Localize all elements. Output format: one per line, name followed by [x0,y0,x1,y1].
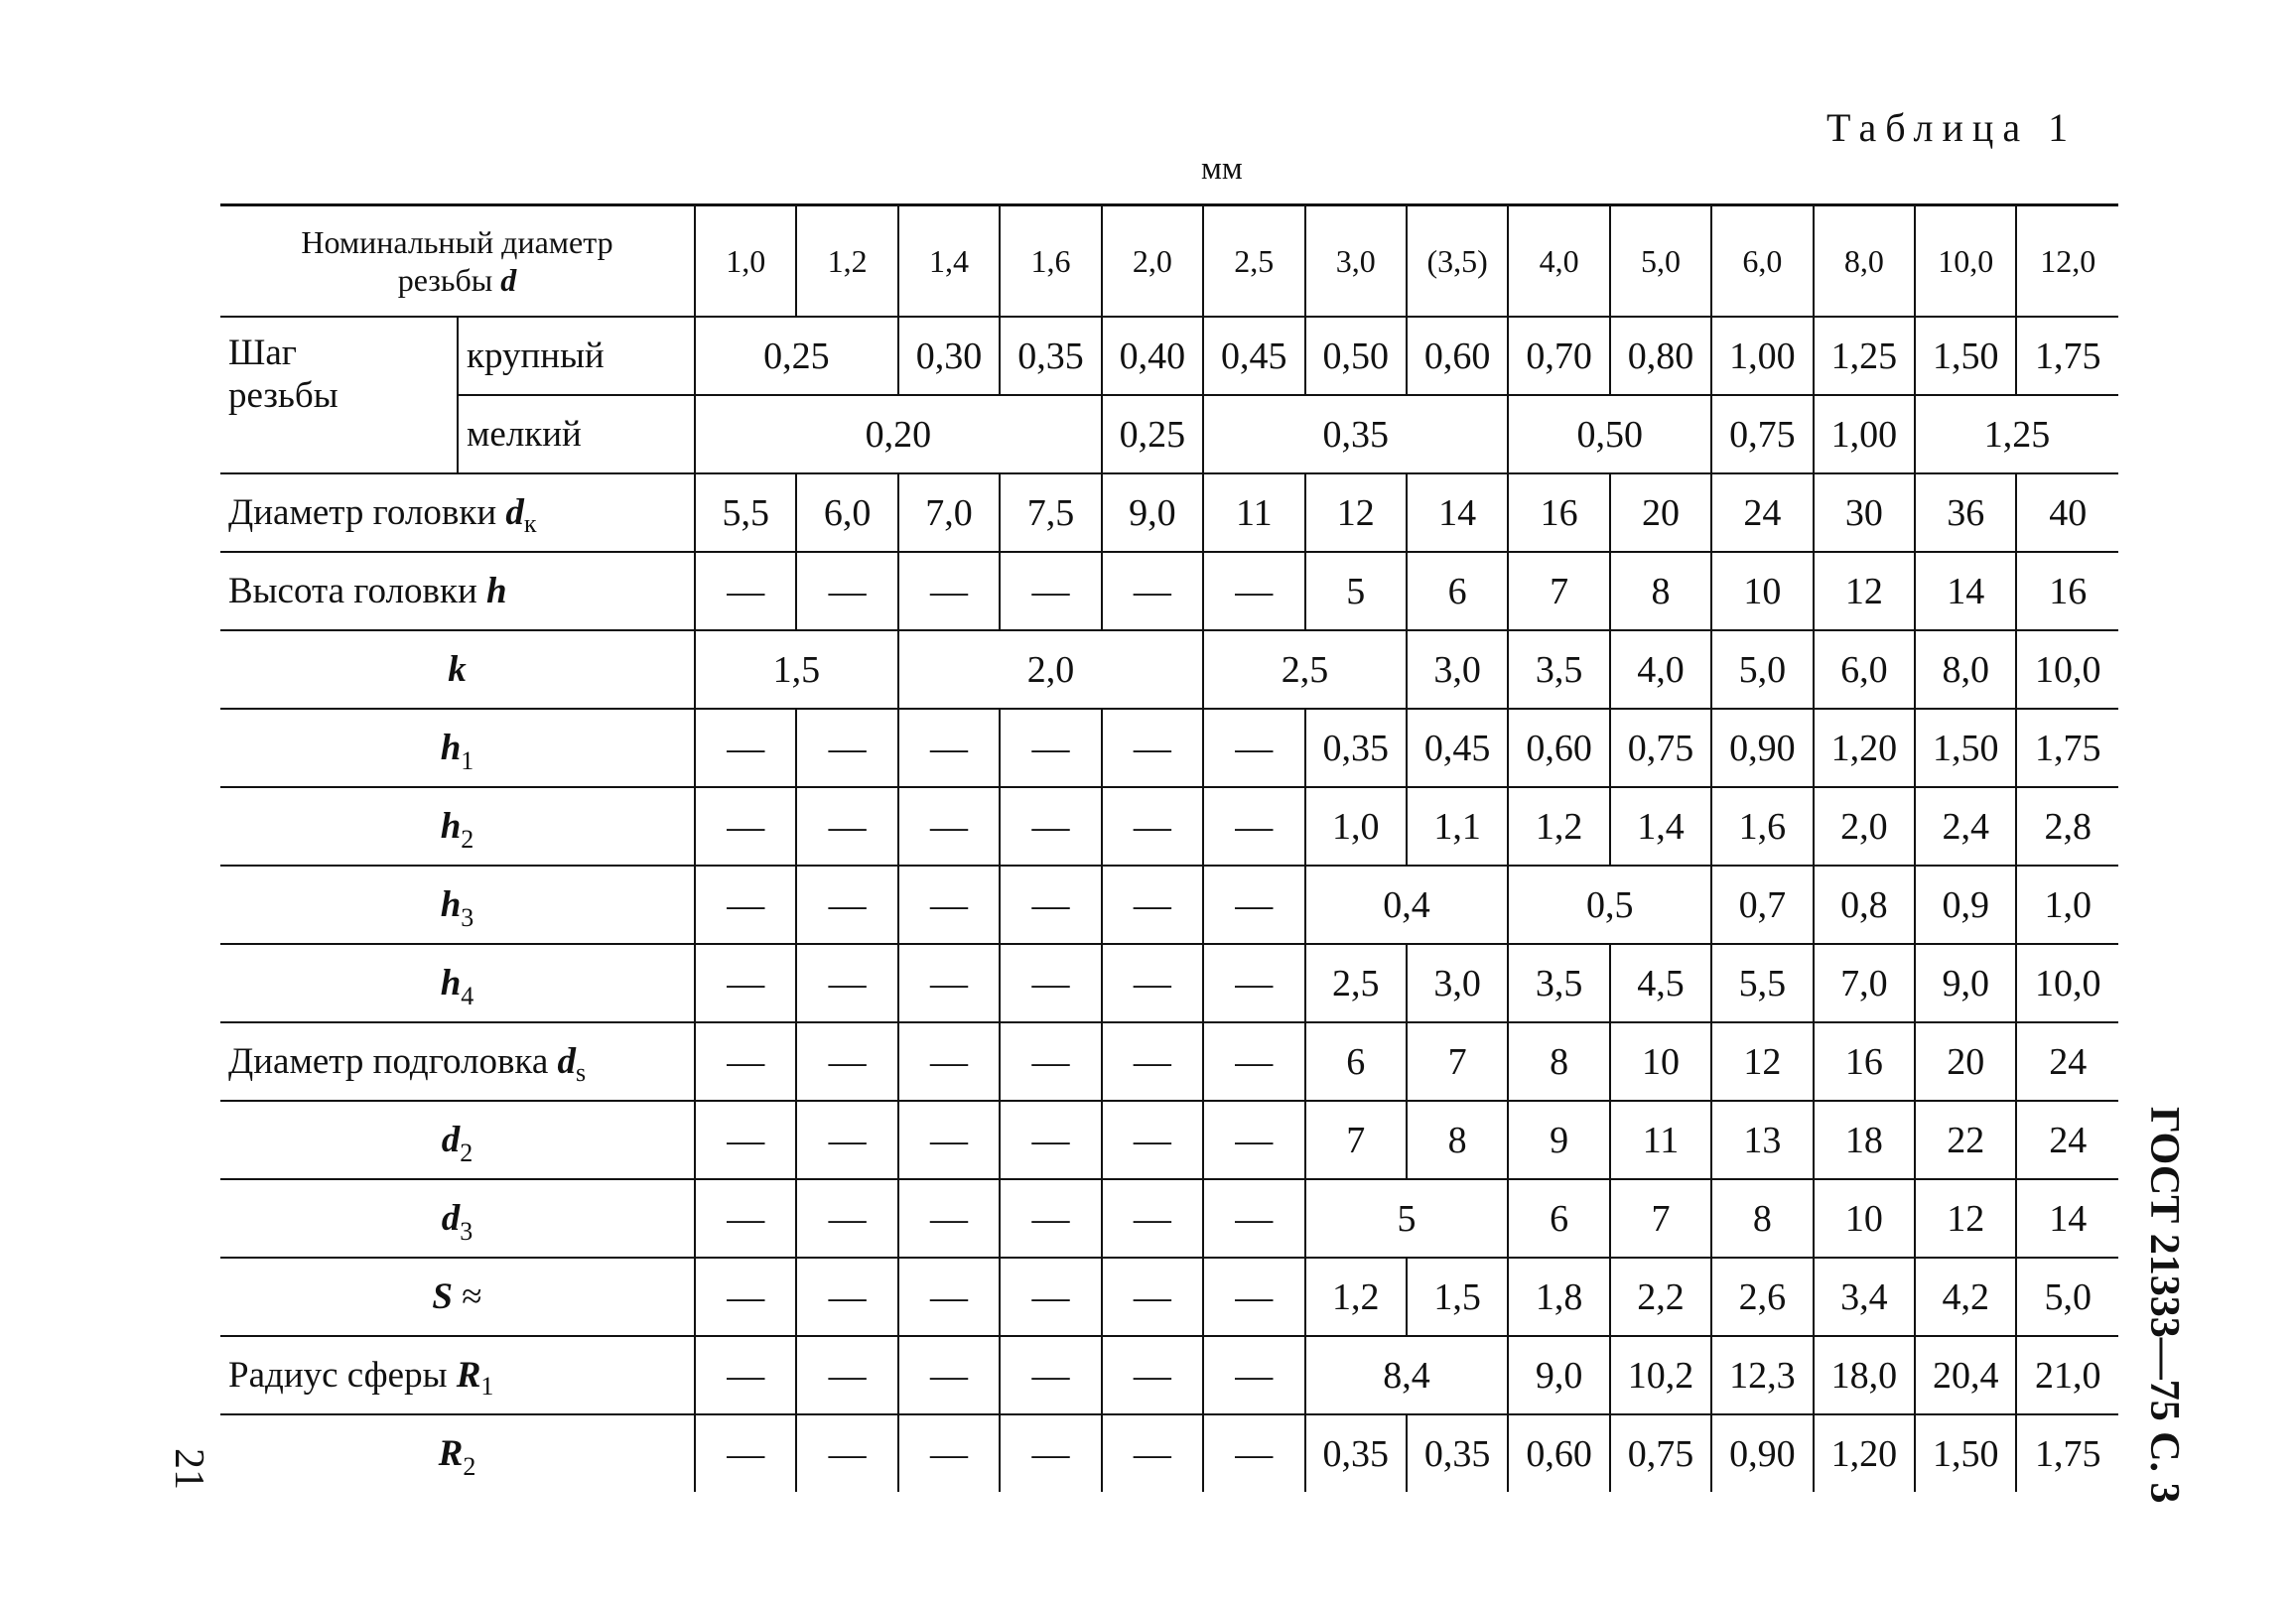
table-cell: 0,4 [1305,866,1509,944]
table-cell: 0,25 [695,317,898,395]
table-cell: — [898,866,1000,944]
row-label-subscript: 2 [461,825,474,854]
table-cell: — [1000,709,1101,787]
table-cell: — [898,787,1000,866]
table-cell: 1,0 [1305,787,1407,866]
row-label-symbol: R [438,1433,464,1474]
table-cell: — [796,1101,897,1179]
header-label-line1: Номинальный диаметр [301,224,613,260]
table-cell: 4,2 [1915,1258,2016,1336]
row-label [220,944,695,1022]
table-cell: — [1102,1336,1203,1414]
row-label-text: Диаметр головки [228,492,506,533]
table-cell: 0,35 [1305,1414,1407,1492]
row-label-symbol: h [440,884,462,925]
row-label [220,1022,695,1101]
table-cell: 1,50 [1915,709,2016,787]
row-label-suffix: ≈ [453,1276,482,1317]
table-cell: 6,0 [1814,630,1915,709]
row-label [220,1336,695,1414]
table-row-d2 [220,1101,2118,1179]
table-row-pitch-coarse [220,317,2118,395]
row-label [220,866,695,944]
table-cell: 0,9 [1915,866,2016,944]
table-cell: 7 [1407,1022,1508,1101]
table-cell: 0,75 [1610,709,1711,787]
table-cell: — [898,552,1000,630]
pitch-label [220,317,458,473]
table-cell: 8 [1407,1101,1508,1179]
table-cell: 1,5 [1407,1258,1508,1336]
table-cell: 16 [2016,552,2118,630]
table-cell: — [1000,1022,1101,1101]
table-cell: 0,35 [1305,709,1407,787]
table-cell: 20 [1610,473,1711,552]
row-label-subscript: 3 [460,1217,473,1246]
table-cell: 16 [1814,1022,1915,1101]
table-cell: — [695,787,796,866]
table-cell: — [1102,709,1203,787]
table-cell: — [796,1336,897,1414]
table-cell: — [898,709,1000,787]
table-caption: Таблица 1 [1826,105,2078,150]
table-cell: 12 [1915,1179,2016,1258]
table-cell: 0,90 [1711,709,1813,787]
table-row-r2 [220,1414,2118,1492]
diameter-header: (3,5) [1407,205,1508,318]
table-cell: 14 [2016,1179,2118,1258]
table-cell: 8,4 [1305,1336,1509,1414]
row-label-symbol: d [557,1041,577,1082]
table-cell: — [1000,1414,1101,1492]
table-cell: 1,8 [1508,1258,1609,1336]
table-cell: 1,75 [2016,709,2118,787]
row-label-subscript: 1 [480,1372,494,1401]
table-cell: — [1102,944,1203,1022]
table-cell: — [898,1258,1000,1336]
table-cell: 2,2 [1610,1258,1711,1336]
table-cell: — [1102,1101,1203,1179]
table-cell: 21,0 [2016,1336,2118,1414]
table-cell: — [1000,1258,1101,1336]
table-cell: 9,0 [1508,1336,1609,1414]
table-cell: 22 [1915,1101,2016,1179]
table-row-h1 [220,709,2118,787]
table-cell: — [1203,787,1304,866]
table-cell: 10 [1711,552,1813,630]
row-label-subscript: 2 [463,1452,476,1481]
table-cell: — [1203,1179,1304,1258]
table-cell: 1,00 [1711,317,1813,395]
table-row-neck-diameter [220,1022,2118,1101]
table-cell: 3,0 [1407,944,1508,1022]
header-symbol: d [500,262,517,298]
diameter-header: 8,0 [1814,205,1915,318]
diameter-header: 6,0 [1711,205,1813,318]
table-cell: 1,6 [1711,787,1813,866]
table-cell: — [1203,866,1304,944]
table-cell: 10,2 [1610,1336,1711,1414]
table-row-head-height [220,552,2118,630]
table-cell: 5,0 [1711,630,1813,709]
row-label-symbol: S [432,1276,453,1317]
nominal-diameter-label [220,205,695,318]
table-cell: 5 [1305,552,1407,630]
table-cell: 2,4 [1915,787,2016,866]
diameter-header: 10,0 [1915,205,2016,318]
table-cell: 0,35 [1000,317,1101,395]
row-label-symbol: d [505,492,524,533]
row-label-text: Высота головки [228,571,486,611]
header-label-line2: резьбы [397,262,493,298]
table-row-h3 [220,866,2118,944]
table-cell: — [796,944,897,1022]
table-cell: 0,60 [1508,709,1609,787]
table-cell: — [1000,1101,1101,1179]
table-cell: 0,35 [1203,395,1508,473]
table-cell: — [695,866,796,944]
table-cell: 2,0 [898,630,1203,709]
row-label [220,1414,695,1492]
row-label-subscript: 3 [461,903,474,932]
row-label-symbol: h [440,728,462,768]
table-cell: 7 [1508,552,1609,630]
table-cell: — [1102,787,1203,866]
row-label [220,1179,695,1258]
table-cell: 30 [1814,473,1915,552]
table-cell: — [1102,552,1203,630]
table-cell: — [1000,552,1101,630]
row-label-symbol: d [441,1198,461,1239]
table-cell: 8 [1610,552,1711,630]
table-cell: 4,5 [1610,944,1711,1022]
row-label-text: Диаметр подголовка [228,1041,558,1082]
diameter-header: 1,0 [695,205,796,318]
table-cell: — [695,1101,796,1179]
row-label-symbol: d [441,1120,461,1160]
table-cell: — [1203,552,1304,630]
diameter-header: 3,0 [1305,205,1407,318]
row-label-subscript: 4 [461,982,474,1010]
row-label [220,1101,695,1179]
row-label [220,473,695,552]
table-cell: — [796,1179,897,1258]
table-cell: 0,70 [1508,317,1609,395]
table-cell: 0,75 [1711,395,1813,473]
table-cell: 0,80 [1610,317,1711,395]
table-cell: 2,5 [1203,630,1407,709]
table-cell: — [1203,1258,1304,1336]
row-label-subscript: к [523,509,537,538]
table-cell: 5,5 [695,473,796,552]
table-cell: — [695,1258,796,1336]
fine-pitch-label: мелкий [458,395,695,473]
table-cell: — [898,1179,1000,1258]
diameter-header: 1,4 [898,205,1000,318]
table-cell: — [1102,1258,1203,1336]
table-cell: 24 [2016,1022,2118,1101]
table-cell: 5,5 [1711,944,1813,1022]
table-cell: 0,5 [1508,866,1711,944]
table-cell: — [796,1414,897,1492]
table-cell: 16 [1508,473,1609,552]
table-cell: 7,0 [898,473,1000,552]
table-cell: 14 [1915,552,2016,630]
table-cell: — [695,1336,796,1414]
table-cell: — [1203,1022,1304,1101]
coarse-pitch-label: крупный [458,317,695,395]
table-cell: 11 [1203,473,1304,552]
diameter-header: 2,0 [1102,205,1203,318]
table-cell: 3,5 [1508,944,1609,1022]
table-cell: 10,0 [2016,630,2118,709]
table-cell: 6 [1508,1179,1609,1258]
diameter-header: 4,0 [1508,205,1609,318]
table-cell: — [695,552,796,630]
table-row-h4 [220,944,2118,1022]
table-cell: — [898,1022,1000,1101]
table-cell: 0,60 [1508,1414,1609,1492]
table-cell: 0,45 [1203,317,1304,395]
diameter-header: 1,2 [796,205,897,318]
diameter-header: 12,0 [2016,205,2118,318]
table-cell: — [898,1336,1000,1414]
table-cell: 1,0 [2016,866,2118,944]
table-cell: 1,1 [1407,787,1508,866]
table-row-s [220,1258,2118,1336]
table-cell: 5 [1305,1179,1509,1258]
table-cell: 1,75 [2016,1414,2118,1492]
table-cell: — [1000,1179,1101,1258]
table-cell: 10,0 [2016,944,2118,1022]
table-cell: 8 [1711,1179,1813,1258]
table-cell: 1,25 [1915,395,2118,473]
table-cell: 3,5 [1508,630,1609,709]
table-cell: 9,0 [1915,944,2016,1022]
table-cell: 0,20 [695,395,1102,473]
table-cell: — [695,1022,796,1101]
table-cell: 40 [2016,473,2118,552]
table-cell: 10 [1814,1179,1915,1258]
table-cell: — [1000,944,1101,1022]
table-cell: — [1102,866,1203,944]
table-cell: — [695,709,796,787]
table-cell: — [1203,944,1304,1022]
table-row-h2 [220,787,2118,866]
table-cell: 0,40 [1102,317,1203,395]
table-cell: — [1102,1414,1203,1492]
table-cell: 24 [2016,1101,2118,1179]
table-row-sphere-radius [220,1336,2118,1414]
table-row-head-diameter [220,473,2118,552]
table-cell: 0,7 [1711,866,1813,944]
table-cell: 2,5 [1305,944,1407,1022]
table-cell: 12 [1711,1022,1813,1101]
table-cell: 18 [1814,1101,1915,1179]
table-cell: 13 [1711,1101,1813,1179]
table-cell: — [796,866,897,944]
table-cell: 24 [1711,473,1813,552]
table-cell: — [796,1022,897,1101]
pitch-label-line1: Шаг [228,333,297,373]
row-label-symbol: h [440,806,462,847]
table-cell: 12 [1814,552,1915,630]
table-cell: — [1102,1022,1203,1101]
table-cell: — [695,1414,796,1492]
row-label [220,709,695,787]
table-cell: 1,50 [1915,1414,2016,1492]
table-cell: 2,0 [1814,787,1915,866]
row-label-subscript: s [576,1058,587,1087]
row-label-symbol: h [440,963,462,1004]
table-row-pitch-fine [220,395,2118,473]
row-label-symbol: h [486,571,507,611]
header-row [220,205,2118,318]
table-cell: 18,0 [1814,1336,1915,1414]
table-cell: 1,5 [695,630,898,709]
table-cell: 3,0 [1407,630,1508,709]
table-cell: — [796,1258,897,1336]
table-cell: 4,0 [1610,630,1711,709]
table-cell: 0,45 [1407,709,1508,787]
table-cell: 9 [1508,1101,1609,1179]
table-cell: — [695,944,796,1022]
row-label-subscript: 1 [461,746,474,775]
table-cell: 10 [1610,1022,1711,1101]
table-cell: 2,6 [1711,1258,1813,1336]
table-cell: 9,0 [1102,473,1203,552]
table-cell: 7,0 [1814,944,1915,1022]
table-cell: 6 [1407,552,1508,630]
table-cell: — [1203,1336,1304,1414]
diameter-header: 2,5 [1203,205,1304,318]
row-label-text: Радиус сферы [228,1355,457,1396]
table-cell: 0,60 [1407,317,1508,395]
table-cell: 0,35 [1407,1414,1508,1492]
document-code: ГОСТ 21333—75 С. 3 [2141,1107,2187,1504]
table-cell: — [898,1101,1000,1179]
table-cell: — [796,787,897,866]
page-number: 21 [166,1448,211,1490]
table-cell: 20,4 [1915,1336,2016,1414]
table-cell: — [1000,1336,1101,1414]
row-label [220,1258,695,1336]
diameter-header: 5,0 [1610,205,1711,318]
table-cell: 1,2 [1305,1258,1407,1336]
table-cell: 6,0 [796,473,897,552]
table-cell: 0,50 [1508,395,1711,473]
table-cell: — [695,1179,796,1258]
table-cell: — [898,1414,1000,1492]
table-cell: 0,30 [898,317,1000,395]
table-cell: 14 [1407,473,1508,552]
table-cell: 7 [1610,1179,1711,1258]
table-cell: 7,5 [1000,473,1101,552]
table-cell: 1,25 [1814,317,1915,395]
table-cell: 8 [1508,1022,1609,1101]
table-cell: — [796,709,897,787]
table-cell: 20 [1915,1022,2016,1101]
table-cell: 36 [1915,473,2016,552]
table-cell: — [898,944,1000,1022]
table-cell: 0,50 [1305,317,1407,395]
table-cell: 1,20 [1814,1414,1915,1492]
dimension-table [220,203,2118,1492]
diameter-header: 1,6 [1000,205,1101,318]
table-cell: 1,00 [1814,395,1915,473]
row-label-subscript: 2 [460,1138,473,1167]
table-row-d3 [220,1179,2118,1258]
table-cell: — [1102,1179,1203,1258]
table-cell: 0,75 [1610,1414,1711,1492]
table-cell: — [1000,787,1101,866]
row-label-symbol: R [456,1355,481,1396]
table-cell: 1,50 [1915,317,2016,395]
table-cell: 0,90 [1711,1414,1813,1492]
table-cell: 1,75 [2016,317,2118,395]
table-cell: — [1203,1101,1304,1179]
row-label [220,552,695,630]
table-cell: — [1203,1414,1304,1492]
table-cell: 11 [1610,1101,1711,1179]
table-cell: 8,0 [1915,630,2016,709]
row-label [220,630,695,709]
table-cell: 3,4 [1814,1258,1915,1336]
units-label: мм [1201,151,1243,187]
table-cell: 1,4 [1610,787,1711,866]
table-cell: 1,2 [1508,787,1609,866]
table-cell: 2,8 [2016,787,2118,866]
table-cell: 12,3 [1711,1336,1813,1414]
table-row-k [220,630,2118,709]
table-cell: — [1000,866,1101,944]
table-cell: 6 [1305,1022,1407,1101]
table-cell: 0,25 [1102,395,1203,473]
table-cell: — [796,552,897,630]
table-cell: 12 [1305,473,1407,552]
table-cell: 1,20 [1814,709,1915,787]
table-cell: 7 [1305,1101,1407,1179]
row-label-symbol: k [448,649,467,690]
table-cell: — [1203,709,1304,787]
pitch-label-line2: резьбы [228,375,338,416]
row-label [220,787,695,866]
table-cell: 5,0 [2016,1258,2118,1336]
table-cell: 0,8 [1814,866,1915,944]
